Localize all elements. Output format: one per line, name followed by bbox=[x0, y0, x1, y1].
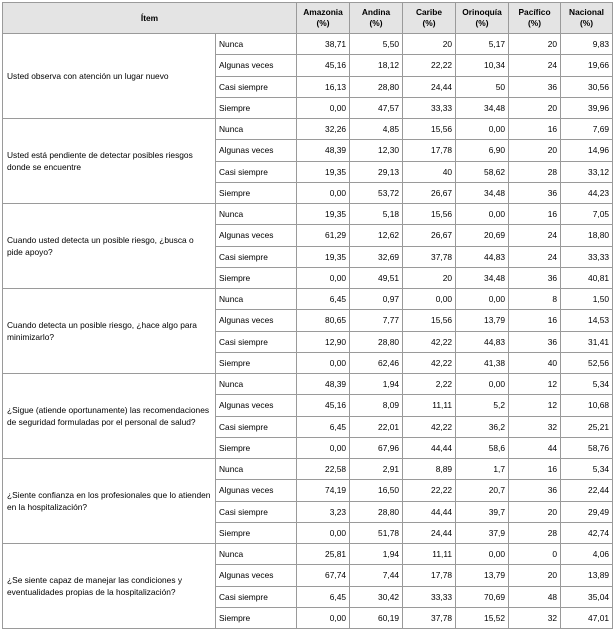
value-nacional: 14,53 bbox=[561, 310, 613, 331]
answer-label: Casi siempre bbox=[216, 161, 297, 182]
value-amazonia: 19,35 bbox=[297, 204, 350, 225]
value-amazonia: 0,00 bbox=[297, 522, 350, 543]
value-caribe: 42,22 bbox=[403, 352, 456, 373]
value-nacional: 58,76 bbox=[561, 437, 613, 458]
answer-label: Siempre bbox=[216, 267, 297, 288]
header-orinoquia-name: Orinoquía bbox=[462, 7, 502, 17]
value-andina: 1,94 bbox=[350, 374, 403, 395]
table-header bbox=[3, 3, 613, 34]
value-nacional: 25,21 bbox=[561, 416, 613, 437]
value-nacional: 31,41 bbox=[561, 331, 613, 352]
value-caribe: 2,22 bbox=[403, 374, 456, 395]
header-caribe-unit: (%) bbox=[422, 18, 436, 28]
answer-label: Casi siempre bbox=[216, 586, 297, 607]
value-nacional: 39,96 bbox=[561, 97, 613, 118]
value-orinoquia: 15,52 bbox=[456, 607, 509, 628]
answer-label: Nunca bbox=[216, 119, 297, 140]
answer-label: Algunas veces bbox=[216, 140, 297, 161]
value-nacional: 13,89 bbox=[561, 565, 613, 586]
value-andina: 16,50 bbox=[350, 480, 403, 501]
value-orinoquia: 36,2 bbox=[456, 416, 509, 437]
value-amazonia: 45,16 bbox=[297, 395, 350, 416]
value-amazonia: 48,39 bbox=[297, 140, 350, 161]
value-orinoquia: 58,62 bbox=[456, 161, 509, 182]
header-pacifico-unit: (%) bbox=[528, 18, 542, 28]
value-nacional: 7,69 bbox=[561, 119, 613, 140]
table-row bbox=[3, 34, 613, 55]
value-pacifico: 32 bbox=[509, 607, 561, 628]
value-pacifico: 48 bbox=[509, 586, 561, 607]
value-caribe: 44,44 bbox=[403, 437, 456, 458]
answer-label: Nunca bbox=[216, 459, 297, 480]
value-orinoquia: 13,79 bbox=[456, 310, 509, 331]
value-amazonia: 6,45 bbox=[297, 289, 350, 310]
value-pacifico: 16 bbox=[509, 310, 561, 331]
value-pacifico: 20 bbox=[509, 565, 561, 586]
value-amazonia: 61,29 bbox=[297, 225, 350, 246]
value-caribe: 26,67 bbox=[403, 225, 456, 246]
question-cell: Cuando usted detecta un posible riesgo, ¿busca o pide apoyo? bbox=[3, 204, 216, 289]
value-andina: 29,13 bbox=[350, 161, 403, 182]
value-pacifico: 36 bbox=[509, 480, 561, 501]
value-caribe: 42,22 bbox=[403, 416, 456, 437]
value-pacifico: 20 bbox=[509, 97, 561, 118]
value-nacional: 5,34 bbox=[561, 374, 613, 395]
answer-label: Casi siempre bbox=[216, 246, 297, 267]
header-orinoquia-unit: (%) bbox=[475, 18, 489, 28]
value-andina: 28,80 bbox=[350, 76, 403, 97]
answer-label: Casi siempre bbox=[216, 501, 297, 522]
answer-label: Casi siempre bbox=[216, 331, 297, 352]
header-row bbox=[3, 3, 613, 34]
value-amazonia: 67,74 bbox=[297, 565, 350, 586]
answer-label: Siempre bbox=[216, 437, 297, 458]
value-pacifico: 24 bbox=[509, 55, 561, 76]
value-pacifico: 8 bbox=[509, 289, 561, 310]
value-nacional: 47,01 bbox=[561, 607, 613, 628]
value-orinoquia: 34,48 bbox=[456, 267, 509, 288]
answer-label: Nunca bbox=[216, 204, 297, 225]
value-nacional: 33,12 bbox=[561, 161, 613, 182]
value-nacional: 42,74 bbox=[561, 522, 613, 543]
value-orinoquia: 39,7 bbox=[456, 501, 509, 522]
results-table bbox=[2, 2, 613, 629]
value-nacional: 44,23 bbox=[561, 182, 613, 203]
value-andina: 49,51 bbox=[350, 267, 403, 288]
value-caribe: 37,78 bbox=[403, 607, 456, 628]
answer-label: Algunas veces bbox=[216, 565, 297, 586]
value-pacifico: 0 bbox=[509, 544, 561, 565]
answer-label: Algunas veces bbox=[216, 225, 297, 246]
value-nacional: 4,06 bbox=[561, 544, 613, 565]
value-caribe: 24,44 bbox=[403, 522, 456, 543]
answer-label: Siempre bbox=[216, 352, 297, 373]
value-pacifico: 24 bbox=[509, 225, 561, 246]
value-andina: 53,72 bbox=[350, 182, 403, 203]
header-andina-unit: (%) bbox=[369, 18, 383, 28]
table-row bbox=[3, 374, 613, 395]
answer-label: Algunas veces bbox=[216, 310, 297, 331]
value-amazonia: 3,23 bbox=[297, 501, 350, 522]
value-nacional: 29,49 bbox=[561, 501, 613, 522]
value-andina: 5,50 bbox=[350, 34, 403, 55]
question-cell: ¿Se siente capaz de manejar las condiciones y eventualidades propias de la hospitalización? bbox=[3, 544, 216, 629]
value-andina: 7,77 bbox=[350, 310, 403, 331]
header-pacifico-name: Pacífico bbox=[518, 7, 551, 17]
value-orinoquia: 58,6 bbox=[456, 437, 509, 458]
header-andina-name: Andina bbox=[361, 7, 391, 17]
value-andina: 32,69 bbox=[350, 246, 403, 267]
value-orinoquia: 34,48 bbox=[456, 182, 509, 203]
header-amazonia-name: Amazonia bbox=[303, 7, 343, 17]
header-amazonia bbox=[297, 3, 350, 34]
value-caribe: 17,78 bbox=[403, 140, 456, 161]
value-caribe: 15,56 bbox=[403, 310, 456, 331]
value-amazonia: 12,90 bbox=[297, 331, 350, 352]
value-andina: 22,01 bbox=[350, 416, 403, 437]
value-orinoquia: 37,9 bbox=[456, 522, 509, 543]
value-orinoquia: 0,00 bbox=[456, 544, 509, 565]
value-pacifico: 44 bbox=[509, 437, 561, 458]
value-pacifico: 36 bbox=[509, 76, 561, 97]
value-andina: 67,96 bbox=[350, 437, 403, 458]
value-nacional: 7,05 bbox=[561, 204, 613, 225]
table-row bbox=[3, 544, 613, 565]
value-amazonia: 16,13 bbox=[297, 76, 350, 97]
answer-label: Nunca bbox=[216, 34, 297, 55]
value-nacional: 18,80 bbox=[561, 225, 613, 246]
value-andina: 47,57 bbox=[350, 97, 403, 118]
value-orinoquia: 5,17 bbox=[456, 34, 509, 55]
question-cell: Usted está pendiente de detectar posibles riesgos donde se encuentre bbox=[3, 119, 216, 204]
header-andina bbox=[350, 3, 403, 34]
value-nacional: 22,44 bbox=[561, 480, 613, 501]
value-orinoquia: 20,69 bbox=[456, 225, 509, 246]
value-orinoquia: 50 bbox=[456, 76, 509, 97]
answer-label: Siempre bbox=[216, 182, 297, 203]
answer-label: Casi siempre bbox=[216, 416, 297, 437]
value-orinoquia: 0,00 bbox=[456, 289, 509, 310]
value-amazonia: 0,00 bbox=[297, 437, 350, 458]
value-nacional: 9,83 bbox=[561, 34, 613, 55]
value-andina: 28,80 bbox=[350, 331, 403, 352]
value-andina: 51,78 bbox=[350, 522, 403, 543]
value-nacional: 14,96 bbox=[561, 140, 613, 161]
value-orinoquia: 41,38 bbox=[456, 352, 509, 373]
header-caribe-name: Caribe bbox=[415, 7, 443, 17]
value-andina: 12,62 bbox=[350, 225, 403, 246]
value-caribe: 24,44 bbox=[403, 76, 456, 97]
value-amazonia: 80,65 bbox=[297, 310, 350, 331]
value-nacional: 1,50 bbox=[561, 289, 613, 310]
answer-label: Nunca bbox=[216, 289, 297, 310]
value-pacifico: 28 bbox=[509, 522, 561, 543]
value-caribe: 20 bbox=[403, 267, 456, 288]
value-amazonia: 0,00 bbox=[297, 97, 350, 118]
value-pacifico: 24 bbox=[509, 246, 561, 267]
question-cell: Usted observa con atención un lugar nuevo bbox=[3, 34, 216, 119]
value-caribe: 11,11 bbox=[403, 544, 456, 565]
header-caribe bbox=[403, 3, 456, 34]
value-caribe: 20 bbox=[403, 34, 456, 55]
value-nacional: 10,68 bbox=[561, 395, 613, 416]
value-orinoquia: 5,2 bbox=[456, 395, 509, 416]
value-nacional: 30,56 bbox=[561, 76, 613, 97]
table-row bbox=[3, 204, 613, 225]
value-nacional: 33,33 bbox=[561, 246, 613, 267]
value-andina: 28,80 bbox=[350, 501, 403, 522]
answer-label: Algunas veces bbox=[216, 480, 297, 501]
value-amazonia: 25,81 bbox=[297, 544, 350, 565]
answer-label: Algunas veces bbox=[216, 395, 297, 416]
value-andina: 7,44 bbox=[350, 565, 403, 586]
value-andina: 62,46 bbox=[350, 352, 403, 373]
value-amazonia: 0,00 bbox=[297, 352, 350, 373]
value-caribe: 11,11 bbox=[403, 395, 456, 416]
value-andina: 12,30 bbox=[350, 140, 403, 161]
table-row bbox=[3, 459, 613, 480]
value-pacifico: 12 bbox=[509, 374, 561, 395]
value-caribe: 33,33 bbox=[403, 97, 456, 118]
value-orinoquia: 0,00 bbox=[456, 204, 509, 225]
value-pacifico: 28 bbox=[509, 161, 561, 182]
value-amazonia: 19,35 bbox=[297, 161, 350, 182]
answer-label: Casi siempre bbox=[216, 76, 297, 97]
table-body bbox=[3, 34, 613, 629]
value-caribe: 33,33 bbox=[403, 586, 456, 607]
value-amazonia: 22,58 bbox=[297, 459, 350, 480]
value-amazonia: 0,00 bbox=[297, 607, 350, 628]
value-caribe: 15,56 bbox=[403, 119, 456, 140]
value-andina: 4,85 bbox=[350, 119, 403, 140]
header-nacional bbox=[561, 3, 613, 34]
value-caribe: 0,00 bbox=[403, 289, 456, 310]
answer-label: Nunca bbox=[216, 544, 297, 565]
header-orinoquia bbox=[456, 3, 509, 34]
value-nacional: 52,56 bbox=[561, 352, 613, 373]
value-orinoquia: 10,34 bbox=[456, 55, 509, 76]
value-caribe: 26,67 bbox=[403, 182, 456, 203]
value-orinoquia: 0,00 bbox=[456, 119, 509, 140]
table-row bbox=[3, 289, 613, 310]
value-amazonia: 6,45 bbox=[297, 586, 350, 607]
value-pacifico: 36 bbox=[509, 182, 561, 203]
header-pacifico bbox=[509, 3, 561, 34]
value-orinoquia: 70,69 bbox=[456, 586, 509, 607]
value-amazonia: 0,00 bbox=[297, 267, 350, 288]
value-amazonia: 38,71 bbox=[297, 34, 350, 55]
value-pacifico: 32 bbox=[509, 416, 561, 437]
value-andina: 30,42 bbox=[350, 586, 403, 607]
results-table-container bbox=[2, 2, 613, 629]
value-orinoquia: 34,48 bbox=[456, 97, 509, 118]
answer-label: Algunas veces bbox=[216, 55, 297, 76]
value-caribe: 22,22 bbox=[403, 480, 456, 501]
value-andina: 5,18 bbox=[350, 204, 403, 225]
value-andina: 8,09 bbox=[350, 395, 403, 416]
value-amazonia: 74,19 bbox=[297, 480, 350, 501]
header-item: Ítem bbox=[3, 3, 297, 34]
value-pacifico: 40 bbox=[509, 352, 561, 373]
value-nacional: 19,66 bbox=[561, 55, 613, 76]
value-andina: 60,19 bbox=[350, 607, 403, 628]
value-caribe: 37,78 bbox=[403, 246, 456, 267]
value-amazonia: 19,35 bbox=[297, 246, 350, 267]
answer-label: Siempre bbox=[216, 97, 297, 118]
value-amazonia: 45,16 bbox=[297, 55, 350, 76]
value-pacifico: 20 bbox=[509, 501, 561, 522]
value-pacifico: 36 bbox=[509, 331, 561, 352]
header-nacional-unit: (%) bbox=[580, 18, 594, 28]
answer-label: Siempre bbox=[216, 607, 297, 628]
header-nacional-name: Nacional bbox=[569, 7, 604, 17]
value-caribe: 15,56 bbox=[403, 204, 456, 225]
value-orinoquia: 44,83 bbox=[456, 331, 509, 352]
value-caribe: 44,44 bbox=[403, 501, 456, 522]
header-amazonia-unit: (%) bbox=[316, 18, 330, 28]
value-caribe: 42,22 bbox=[403, 331, 456, 352]
value-amazonia: 6,45 bbox=[297, 416, 350, 437]
answer-label: Nunca bbox=[216, 374, 297, 395]
value-caribe: 17,78 bbox=[403, 565, 456, 586]
value-orinoquia: 6,90 bbox=[456, 140, 509, 161]
question-cell: ¿Siente confianza en los profesionales que lo atienden en la hospitalización? bbox=[3, 459, 216, 544]
value-andina: 2,91 bbox=[350, 459, 403, 480]
question-cell: Cuando detecta un posible riesgo, ¿hace algo para minimizarlo? bbox=[3, 289, 216, 374]
value-caribe: 40 bbox=[403, 161, 456, 182]
value-andina: 18,12 bbox=[350, 55, 403, 76]
value-pacifico: 12 bbox=[509, 395, 561, 416]
value-orinoquia: 44,83 bbox=[456, 246, 509, 267]
value-amazonia: 48,39 bbox=[297, 374, 350, 395]
value-pacifico: 36 bbox=[509, 267, 561, 288]
value-nacional: 35,04 bbox=[561, 586, 613, 607]
value-orinoquia: 13,79 bbox=[456, 565, 509, 586]
value-pacifico: 16 bbox=[509, 204, 561, 225]
value-nacional: 40,81 bbox=[561, 267, 613, 288]
value-orinoquia: 1,7 bbox=[456, 459, 509, 480]
value-pacifico: 16 bbox=[509, 119, 561, 140]
value-orinoquia: 0,00 bbox=[456, 374, 509, 395]
value-caribe: 22,22 bbox=[403, 55, 456, 76]
answer-label: Siempre bbox=[216, 522, 297, 543]
value-pacifico: 20 bbox=[509, 34, 561, 55]
question-cell: ¿Sigue (atiende oportunamente) las recomendaciones de seguridad formuladas por el personal de salud? bbox=[3, 374, 216, 459]
value-amazonia: 32,26 bbox=[297, 119, 350, 140]
value-nacional: 5,34 bbox=[561, 459, 613, 480]
value-caribe: 8,89 bbox=[403, 459, 456, 480]
value-orinoquia: 20,7 bbox=[456, 480, 509, 501]
table-row bbox=[3, 119, 613, 140]
value-pacifico: 16 bbox=[509, 459, 561, 480]
value-andina: 1,94 bbox=[350, 544, 403, 565]
value-pacifico: 20 bbox=[509, 140, 561, 161]
value-amazonia: 0,00 bbox=[297, 182, 350, 203]
value-andina: 0,97 bbox=[350, 289, 403, 310]
